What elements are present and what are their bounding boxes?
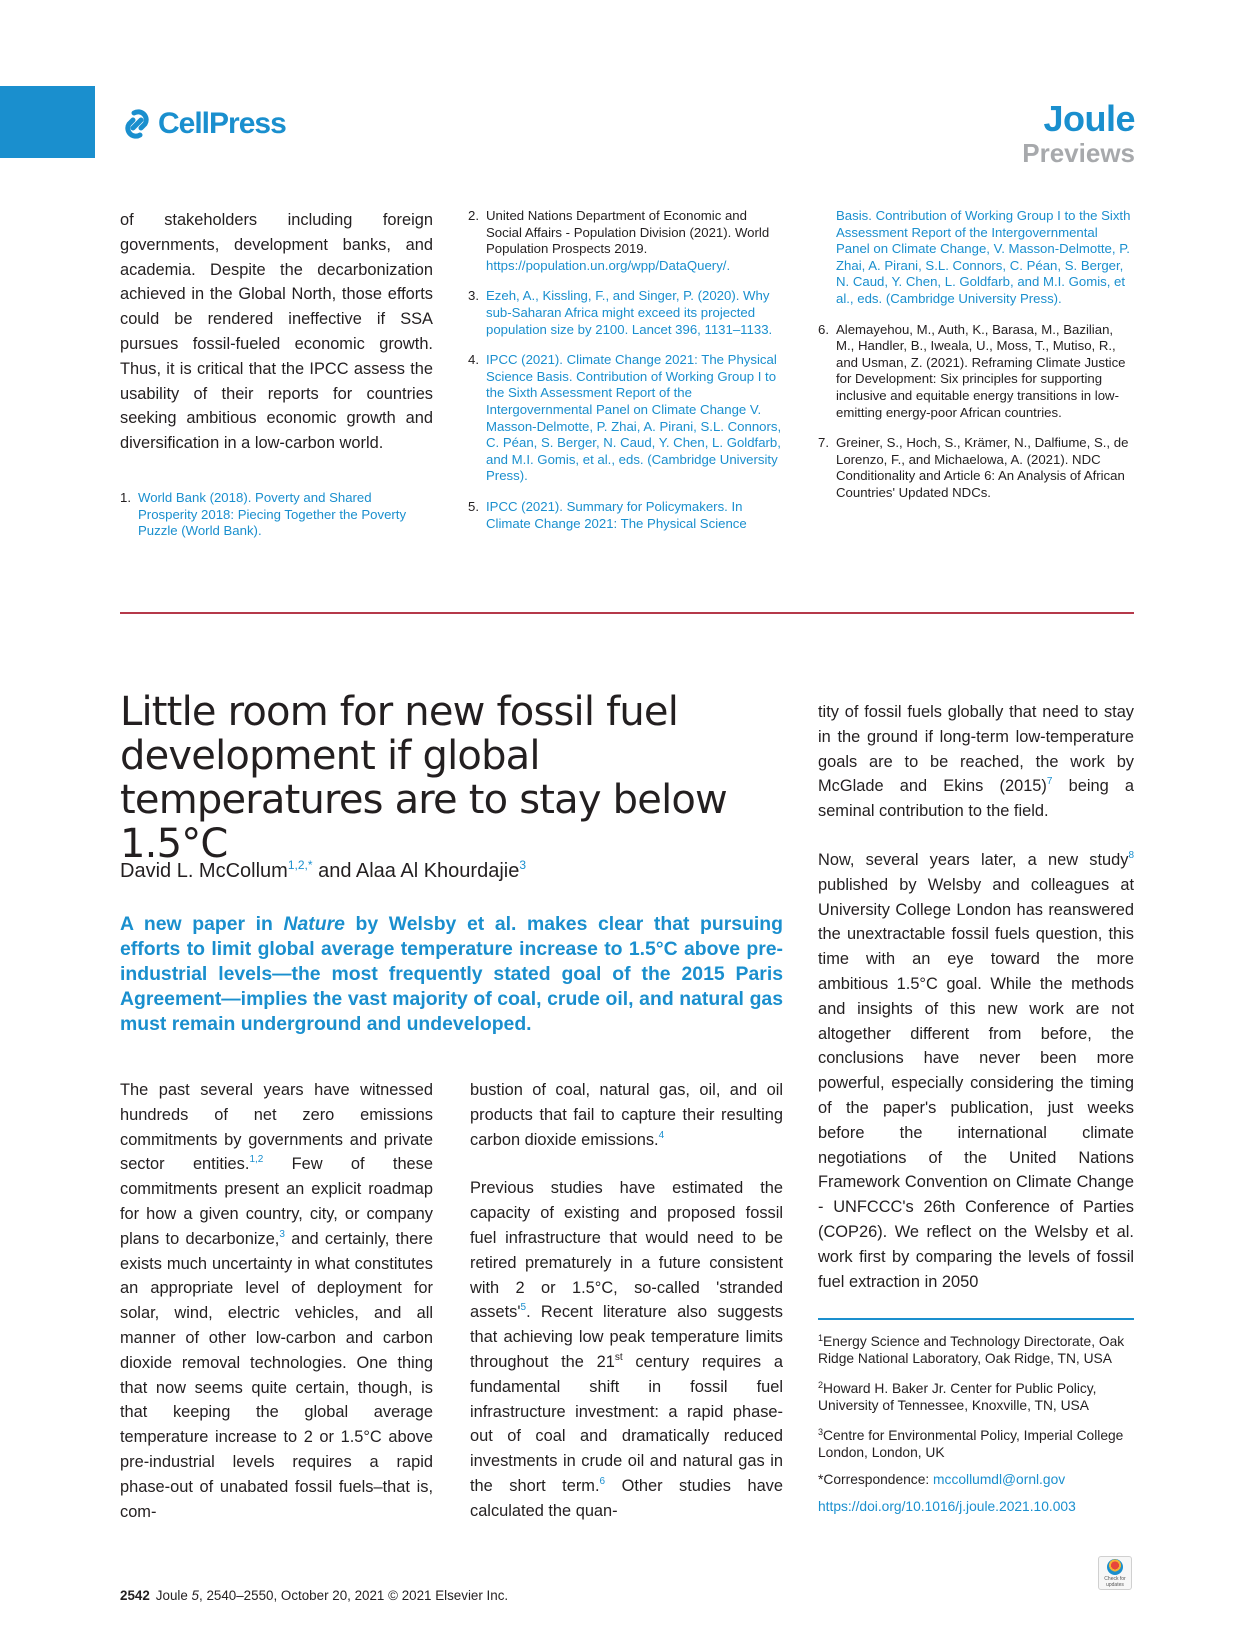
- reference-item: [468, 208, 783, 274]
- reference-list: [468, 208, 783, 532]
- paragraph: The past several years have witnessed hundreds of net zero emissions commitments by governments and private sector entities.$^{1,2}$ Few of these commitments present an explicit roadmap for how a given country, city, or company plans to decarbonize,$^3$ and certainly, there exists much uncertainty in what constitutes an appropriate level of deployment for solar, wind, electric vehicles, and all manner of other low-carbon and carbon dioxide removal technologies. One thing that now seems quite certain, though, is that keeping the global average temperature increase to 2 or 1.5°C above pre-industrial levels requires a rapid phase-out of unabated fossil fuels–that is, com-: [120, 1081, 433, 1521]
- reference-item: [818, 435, 1134, 501]
- paragraph: Now, several years later, a new study$^8$ published by Welsby and colleagues at University College London has reanswered the unextractable fossil fuels question, this time with an eye toward the more ambitious 1.5°C goal. While the methods and insights of this new work are not altogether different from before, the conclusions have never been more powerful, especially considering the timing of the paper's publication, just weeks before the international climate negotiations of the United Nations Framework Convention on Climate Change - UNFCCC's 26th Conference of Parties (COP26). We reflect on the Welsby et al. work first by comparing the levels of fossil fuel extraction in 2050: [818, 849, 1134, 1291]
- article-column-2: [470, 1078, 783, 1524]
- reference-text[interactable]: Ezeh, A., Kissling, F., and Singer, P. (2020). Why sub-Saharan Africa might exceed its projected population size by 2100. Lancet 396, 1131–1133.: [486, 288, 773, 337]
- doi-link[interactable]: https://doi.org/10.1016/j.joule.2021.10.003: [818, 1499, 1076, 1514]
- reference-text[interactable]: IPCC (2021). Climate Change 2021: The Physical Science Basis. Contribution of Working Group I to the Sixth Assessment Report of the Intergovernmental Panel on Climate Change V. Masson-Delmotte, P. Zhai, A. Pirani, S.L. Connors, C. Péan, S. Berger, N. Caud, Y. Chen, L. Goldfarb, and M.I. Gomis, et al., eds. (Cambridge University Press).: [486, 352, 782, 484]
- doi-line: [818, 1498, 1134, 1515]
- citation-link[interactable]: 6: [599, 1475, 606, 1487]
- page-footer: 2542 Joule 5, 2540–2550, October 20, 2021 © 2021 Elsevier Inc.: [120, 1588, 509, 1603]
- correspondence: *Correspondence: mccollumdl@ornl.gov: [818, 1472, 1066, 1487]
- journal-header: [1022, 100, 1135, 168]
- article-column-1: [120, 1078, 433, 1524]
- article-title: Little room for new fossil fuel development if global temperatures are to stay below 1.5°C: [120, 689, 727, 867]
- reference-item[interactable]: [468, 352, 783, 485]
- reference-text[interactable]: IPCC (2021). Summary for Policymakers. In Climate Change 2021: The Physical Science: [486, 498, 747, 531]
- citation-link[interactable]: 8: [1128, 849, 1134, 861]
- citation-link[interactable]: 5: [520, 1302, 527, 1314]
- journal-mention: Nature: [283, 913, 345, 935]
- publisher-logo-text: CellPress: [158, 107, 286, 140]
- reference-item[interactable]: [120, 490, 433, 540]
- affiliation-marker[interactable]: 1,2,*: [287, 858, 313, 872]
- reference-text[interactable]: World Bank (2018). Poverty and Shared Prosperity 2018: Piecing Together the Poverty Puzzle (World Bank).: [138, 489, 407, 539]
- affiliation-item: $^1$Energy Science and Technology Directorate, Oak Ridge National Laboratory, Oak Ridge, TN, USA: [818, 1333, 1125, 1366]
- citation-link[interactable]: 4: [658, 1129, 665, 1141]
- affiliation-item: $^3$Centre for Environmental Policy, Imperial College London, London, UK: [818, 1427, 1124, 1460]
- journal-section: Previews: [1022, 138, 1135, 168]
- reference-number: 2.: [468, 208, 479, 223]
- reference-item[interactable]: [818, 208, 1134, 308]
- author-line: [120, 852, 526, 884]
- paragraph: bustion of coal, natural gas, oil, and oil products that fail to capture their resulting carbon dioxide emissions.$^4$: [470, 1081, 783, 1149]
- reference-url-link[interactable]: https://population.un.org/wpp/DataQuery/.: [486, 257, 731, 273]
- article-abstract: A new paper in Nature by Welsby et al. makes clear that pursuing efforts to limit global average temperature increase to 1.5°C above pre-industrial levels—the most frequently stated goal of the 2015 Paris Agreement—implies the vast majority of coal, crude oil, and natural gas must remain underground and undeveloped.: [120, 913, 783, 1035]
- affiliation-marker[interactable]: 3: [519, 858, 527, 872]
- corner-accent-block: [0, 86, 95, 158]
- reference-number: 1.: [120, 489, 131, 505]
- prev-article-column-1: [120, 208, 433, 554]
- reference-text[interactable]: Basis. Contribution of Working Group I to the Sixth Assessment Report of the Intergovernmental Panel on Climate Change, V. Masson-Delmotte, P. Zhai, A. Pirani, S.L. Connors, C. Péan, S. Berger, N. Caud, Y. Chen, L. Goldfarb, and M.I. Gomis, et al., eds. (Cambridge University Press).: [836, 208, 1131, 306]
- prev-article-column-2: [468, 208, 783, 546]
- reference-number: 3.: [468, 288, 479, 304]
- prev-article-text: of stakeholders including foreign governments, development banks, and academia. Despite the decarbonization achieved in the Global North, those efforts could be rendered ineffective if SSA pursues fossil-fueled economic growth. Thus, it is critical that the IPCC assess the usability of their reports for countries seeking ambitious economic growth and diversification in a low-carbon world.: [120, 211, 433, 453]
- journal-name[interactable]: Joule: [1043, 98, 1135, 139]
- paragraph: tity of fossil fuels globally that need to stay in the ground if long-term low-temperature goals are to be reached, the work by McGlade and Ekins $(2015)^7$ being a seminal contribution to the field.: [818, 703, 1134, 821]
- reference-number: 4.: [468, 352, 479, 368]
- reference-number: 5.: [468, 498, 479, 514]
- author-name: and Alaa Al Khourdajie: [312, 860, 520, 882]
- affiliations: [818, 1330, 1134, 1525]
- reference-number: 6.: [818, 321, 829, 337]
- reference-item: [818, 322, 1134, 422]
- correspondence-email-link[interactable]: mccollumdl@ornl.gov: [933, 1472, 1066, 1487]
- prev-article-column-3: [818, 208, 1134, 516]
- page-number: 2542: [120, 1588, 150, 1603]
- affiliations-divider: [818, 1318, 1134, 1320]
- article-column-3: [818, 700, 1134, 1294]
- citation-link[interactable]: 7: [1046, 776, 1053, 788]
- check-for-updates-badge[interactable]: [1098, 1556, 1132, 1590]
- reference-number: [818, 208, 836, 308]
- reference-item[interactable]: [468, 288, 783, 338]
- reference-number: 7.: [818, 435, 829, 451]
- reference-list: [120, 490, 433, 540]
- citation-link[interactable]: 3: [279, 1228, 285, 1240]
- reference-item[interactable]: [468, 499, 783, 532]
- author-name: David L. McCollum: [120, 860, 288, 882]
- reference-text: Alemayehou, M., Auth, K., Barasa, M., Bazilian, M., Handler, B., Iweala, U., Moss, T., Mutiso, R., and Usman, Z. (2021). Reframing Climate Justice for Development: Six principles for supporting inclusive and equitable energy transitions in low-emitting energy-poor African countries.: [836, 321, 1126, 420]
- cellpress-logo[interactable]: [120, 104, 286, 144]
- reference-text: Greiner, S., Hoch, S., Krämer, N., Dalfiume, S., de Lorenzo, F., and Michaelowa, A. (2021). NDC Conditionality and Article 6: An Analysis of African Countries' Updated NDCs.: [836, 435, 1129, 500]
- reference-text: United Nations Department of Economic and Social Affairs - Population Division (2021). World Population Prospects 2019.: [486, 208, 770, 257]
- badge-label: Check for updates: [1104, 1575, 1126, 1588]
- cellpress-link-icon: [120, 107, 154, 141]
- paragraph: Previous studies have estimated the capacity of existing and proposed fossil fuel infrastructure that would need to be retired prematurely in a future consistent with 2 or 1.5°C, so-called 'stranded $assets'^5$. Recent literature also suggests that achieving low peak temperature limits throughout the 21st century requires a fundamental shift in fossil fuel infrastructure investment: a rapid phase-out of coal and dramatically reduced investments in crude oil and natural gas in the short term.$^6$ Other studies have calculated the quan-: [470, 1179, 783, 1520]
- reference-list: [818, 208, 1134, 502]
- citation-link[interactable]: 1,2: [249, 1154, 264, 1166]
- affiliation-item: $^2$Howard H. Baker Jr. Center for Public Policy, University of Tennessee, Knoxville, TN, USA: [818, 1380, 1097, 1413]
- section-divider: [120, 612, 1134, 614]
- crossmark-icon: [1107, 1559, 1123, 1575]
